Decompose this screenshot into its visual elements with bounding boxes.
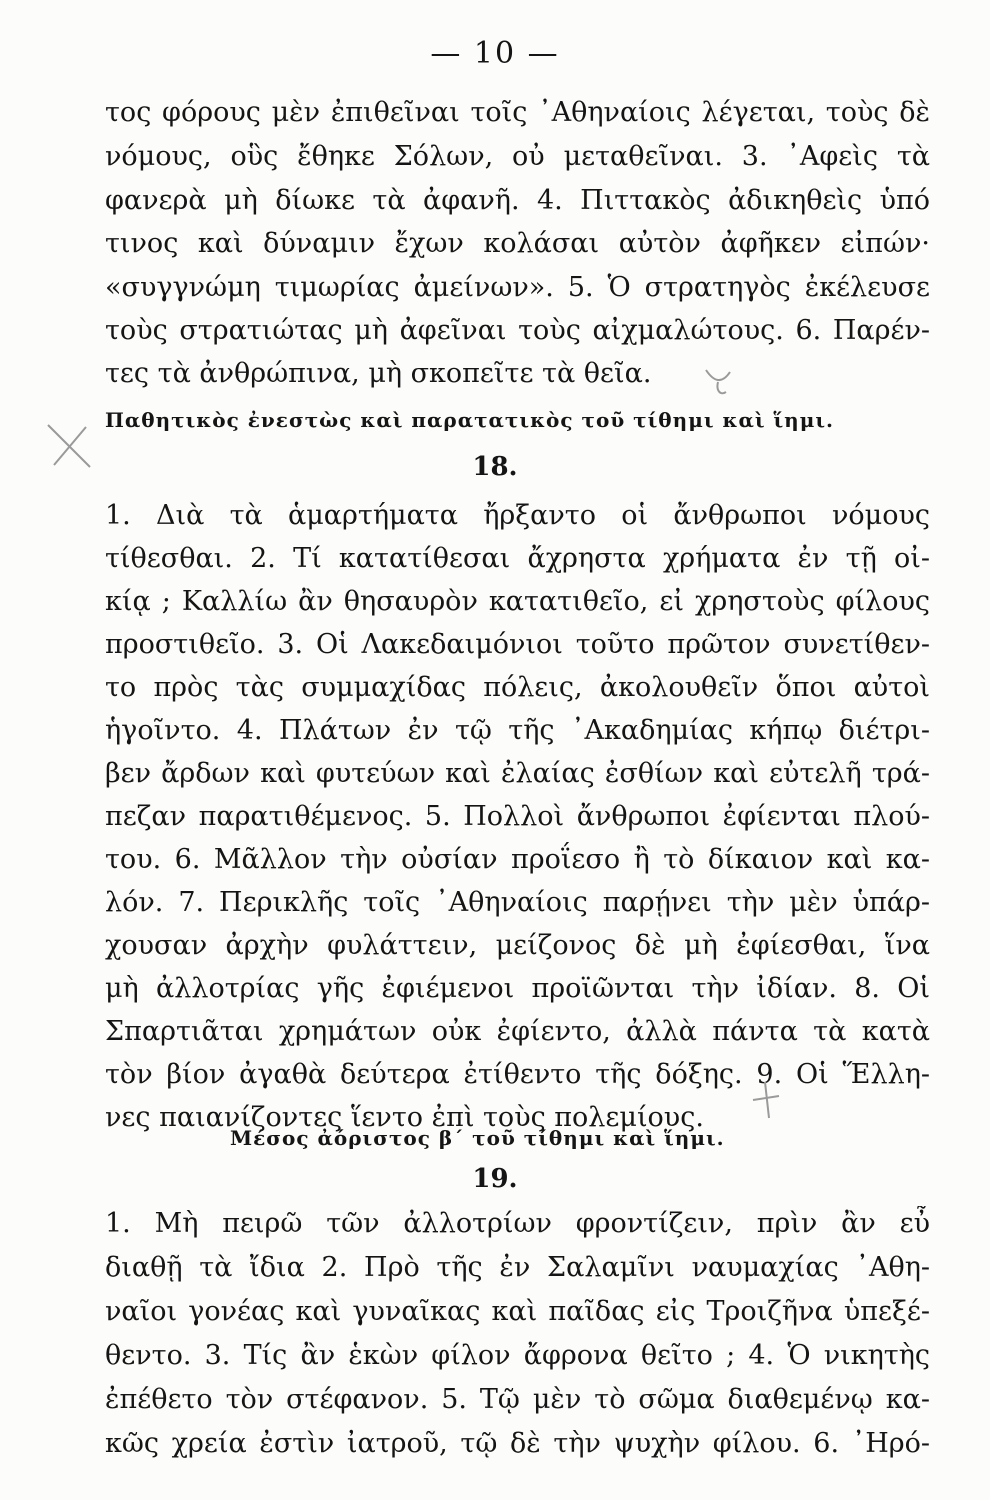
- text-line: Σπαρτιᾶται χρημάτων οὐκ ἐφίεντο, ἀλλὰ πάντα τὰ κατὰ: [105, 1016, 930, 1047]
- text-line: λόν. 7. Περικλῆς τοῖς ᾿Αθηναίοις παρῄνει τὴν μὲν ὑπάρ-: [105, 887, 930, 918]
- section-heading: Μέσος ἀόριστος β΄ τοῦ τίθημι καὶ ἵημι.: [230, 1126, 725, 1150]
- text-line: κίᾳ ; Καλλίω ἂν θησαυρὸν κατατιθεῖο, εἰ χρηστοὺς φίλους: [105, 586, 930, 617]
- text-line: τος φόρους μὲν ἐπιθεῖναι τοῖς ᾿Αθηναίοις λέγεται, τοὺς δὲ: [105, 97, 930, 128]
- page-number: — 10 —: [430, 36, 560, 71]
- exercise-number: 19.: [472, 1164, 518, 1194]
- text-line: 1. Διὰ τὰ ἁμαρτήματα ἤρξαντο οἱ ἄνθρωποι νόμους: [105, 500, 930, 531]
- text-line: διαθῇ τὰ ἴδια 2. Πρὸ τῆς ἐν Σαλαμῖνι ναυμαχίας ᾿Αθη-: [105, 1252, 930, 1283]
- exercise-number: 18.: [472, 452, 518, 482]
- text-line: φανερὰ μὴ δίωκε τὰ ἀφανῆ. 4. Πιττακὸς ἀδικηθεὶς ὑπό: [105, 185, 930, 216]
- text-line: 1. Μὴ πειρῶ τῶν ἀλλοτρίων φροντίζειν, πρὶν ἂν εὖ: [105, 1208, 930, 1239]
- text-line: μὴ ἀλλοτρίας γῆς ἐφιέμενοι προϊῶνται τὴν ἰδίαν. 8. Οἱ: [105, 973, 930, 1004]
- text-line: ἐπέθετο τὸν στέφανον. 5. Τῷ μὲν τὸ σῶμα διαθεμένῳ κα-: [105, 1384, 930, 1415]
- text-line: νόμους, οὓς ἔθηκε Σόλων, οὐ μεταθεῖναι. 3. ᾿Αφεὶς τὰ: [105, 141, 930, 172]
- text-line: τοὺς στρατιώτας μὴ ἀφεῖναι τοὺς αἰχμαλώτους. 6. Παρέν-: [105, 315, 930, 346]
- text-line: ἡγοῖντο. 4. Πλάτων ἐν τῷ τῆς ᾿Ακαδημίας κήπῳ διέτρι-: [105, 715, 930, 746]
- text-line: του. 6. Μᾶλλον τὴν οὐσίαν προΐεσο ἢ τὸ δίκαιον καὶ κα-: [105, 844, 930, 875]
- text-line: τινος καὶ δύναμιν ἔχων κολάσαι αὐτὸν ἀφῆκεν εἰπών·: [105, 228, 930, 259]
- text-line: τες τὰ ἀνθρώπινα, μὴ σκοπεῖτε τὰ θεῖα.: [105, 358, 652, 389]
- text-line: κῶς χρεία ἐστὶν ἰατροῦ, τῷ δὲ τὴν ψυχὴν φίλου. 6. ᾿Ηρό-: [105, 1428, 930, 1459]
- text-line: προστιθεῖο. 3. Οἱ Λακεδαιμόνιοι τοῦτο πρῶτον συνετίθεν-: [105, 629, 930, 660]
- text-line: βεν ἄρδων καὶ φυτεύων καὶ ἐλαίας ἐσθίων καὶ εὐτελῆ τρά-: [105, 758, 930, 789]
- text-line: «συγγνώμη τιμωρίας ἀμείνων». 5. Ὁ στρατηγὸς ἐκέλευσε: [105, 272, 930, 303]
- text-line: το πρὸς τὰς συμμαχίδας πόλεις, ἀκολουθεῖν ὅποι αὐτοὶ: [105, 672, 930, 703]
- section-heading: Παθητικὸς ἐνεστὼς καὶ παρατατικὸς τοῦ τίθημι καὶ ἵημι.: [105, 408, 834, 432]
- text-line: νες παιανίζοντες ἵεντο ἐπὶ τοὺς πολεμίους.: [105, 1102, 704, 1133]
- text-line: τὸν βίον ἀγαθὰ δεύτερα ἐτίθεντο τῆς δόξης. 9. Οἱ Ἕλλη-: [105, 1059, 930, 1090]
- text-line: τίθεσθαι. 2. Τί κατατίθεσαι ἄχρηστα χρήματα ἐν τῇ οἰ-: [105, 543, 930, 574]
- text-line: θεντο. 3. Τίς ἂν ἑκὼν φίλον ἄφρονα θεῖτο ; 4. Ὁ νικητὴς: [105, 1340, 930, 1371]
- text-line: χουσαν ἀρχὴν φυλάττειν, μείζονος δὲ μὴ ἐφίεσθαι, ἵνα: [105, 930, 930, 961]
- text-line: πεζαν παρατιθέμενος. 5. Πολλοὶ ἄνθρωποι ἐφίενται πλού-: [105, 801, 930, 832]
- text-line: ναῖοι γονέας καὶ γυναῖκας καὶ παῖδας εἰς Τροιζῆνα ὑπεξέ-: [105, 1296, 930, 1327]
